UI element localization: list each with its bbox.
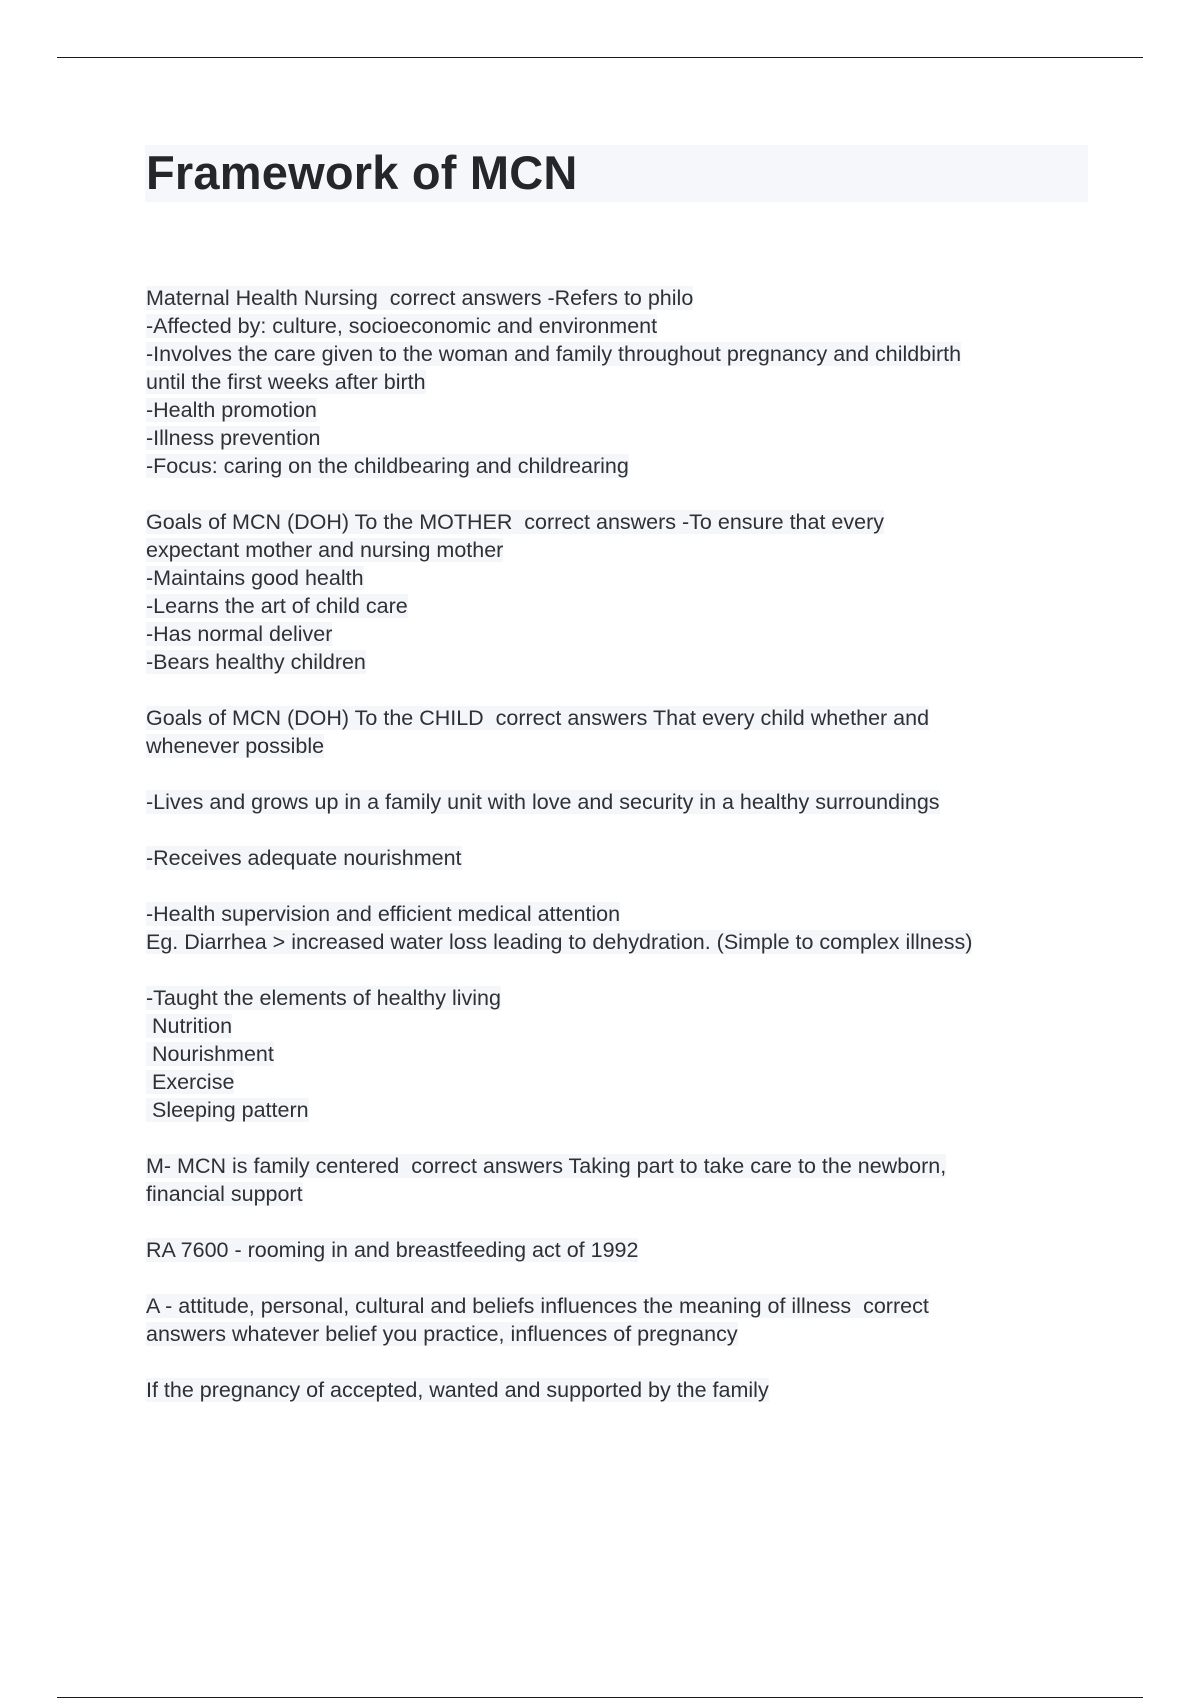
text-line: Nutrition (146, 1014, 233, 1038)
block-health-supervision (146, 900, 1106, 956)
block-attitude (146, 1292, 1106, 1348)
bottom-rule (57, 1697, 1143, 1698)
text-line: -Affected by: culture, socioeconomic and environment (146, 314, 658, 338)
text-line: Maternal Health Nursing correct answers -Refers to philo (146, 286, 694, 310)
text-line: -Focus: caring on the childbearing and childrearing (146, 454, 629, 478)
text-line: Goals of MCN (DOH) To the MOTHER correct answers -To ensure that every (146, 510, 884, 534)
text-line: -Receives adequate nourishment (146, 846, 462, 870)
text-line: -Health promotion (146, 398, 317, 422)
text-line: -Lives and grows up in a family unit with love and security in a healthy surroundings (146, 790, 940, 814)
text-line: -Illness prevention (146, 426, 321, 450)
block-nourishment (146, 844, 1106, 872)
block-goals-mother (146, 508, 1106, 676)
text-line: expectant mother and nursing mother (146, 538, 504, 562)
text-line: M- MCN is family centered correct answers Taking part to take care to the newborn, (146, 1154, 947, 1178)
document-body (146, 284, 1106, 1432)
block-lives-and-grows (146, 788, 1106, 816)
block-family-centered (146, 1152, 1106, 1208)
text-line: -Involves the care given to the woman and family throughout pregnancy and childbirth (146, 342, 962, 366)
top-rule (57, 57, 1143, 58)
text-line: until the first weeks after birth (146, 370, 426, 394)
text-line: -Learns the art of child care (146, 594, 408, 618)
block-goals-child (146, 704, 1106, 760)
text-line: -Has normal deliver (146, 622, 333, 646)
block-healthy-living (146, 984, 1106, 1124)
text-line: -Health supervision and efficient medical attention (146, 902, 621, 926)
text-line: Goals of MCN (DOH) To the CHILD correct answers That every child whether and (146, 706, 930, 730)
text-line: RA 7600 - rooming in and breastfeeding act of 1992 (146, 1238, 639, 1262)
text-line: If the pregnancy of accepted, wanted and supported by the family (146, 1378, 769, 1402)
block-pregnancy-accepted (146, 1376, 1106, 1404)
text-line: A - attitude, personal, cultural and beliefs influences the meaning of illness correct (146, 1294, 929, 1318)
text-line: Eg. Diarrhea > increased water loss leading to dehydration. (Simple to complex illness) (146, 930, 973, 954)
text-line: financial support (146, 1182, 303, 1206)
block-ra-7600 (146, 1236, 1106, 1264)
text-line: Exercise (146, 1070, 235, 1094)
block-maternal-health-nursing (146, 284, 1106, 480)
text-line: Nourishment (146, 1042, 274, 1066)
text-line: whenever possible (146, 734, 325, 758)
text-line: -Taught the elements of healthy living (146, 986, 501, 1010)
text-line: -Maintains good health (146, 566, 364, 590)
text-line: answers whatever belief you practice, influences of pregnancy (146, 1322, 738, 1346)
page-title: Framework of MCN (146, 146, 578, 199)
text-line: Sleeping pattern (146, 1098, 309, 1122)
text-line: -Bears healthy children (146, 650, 366, 674)
